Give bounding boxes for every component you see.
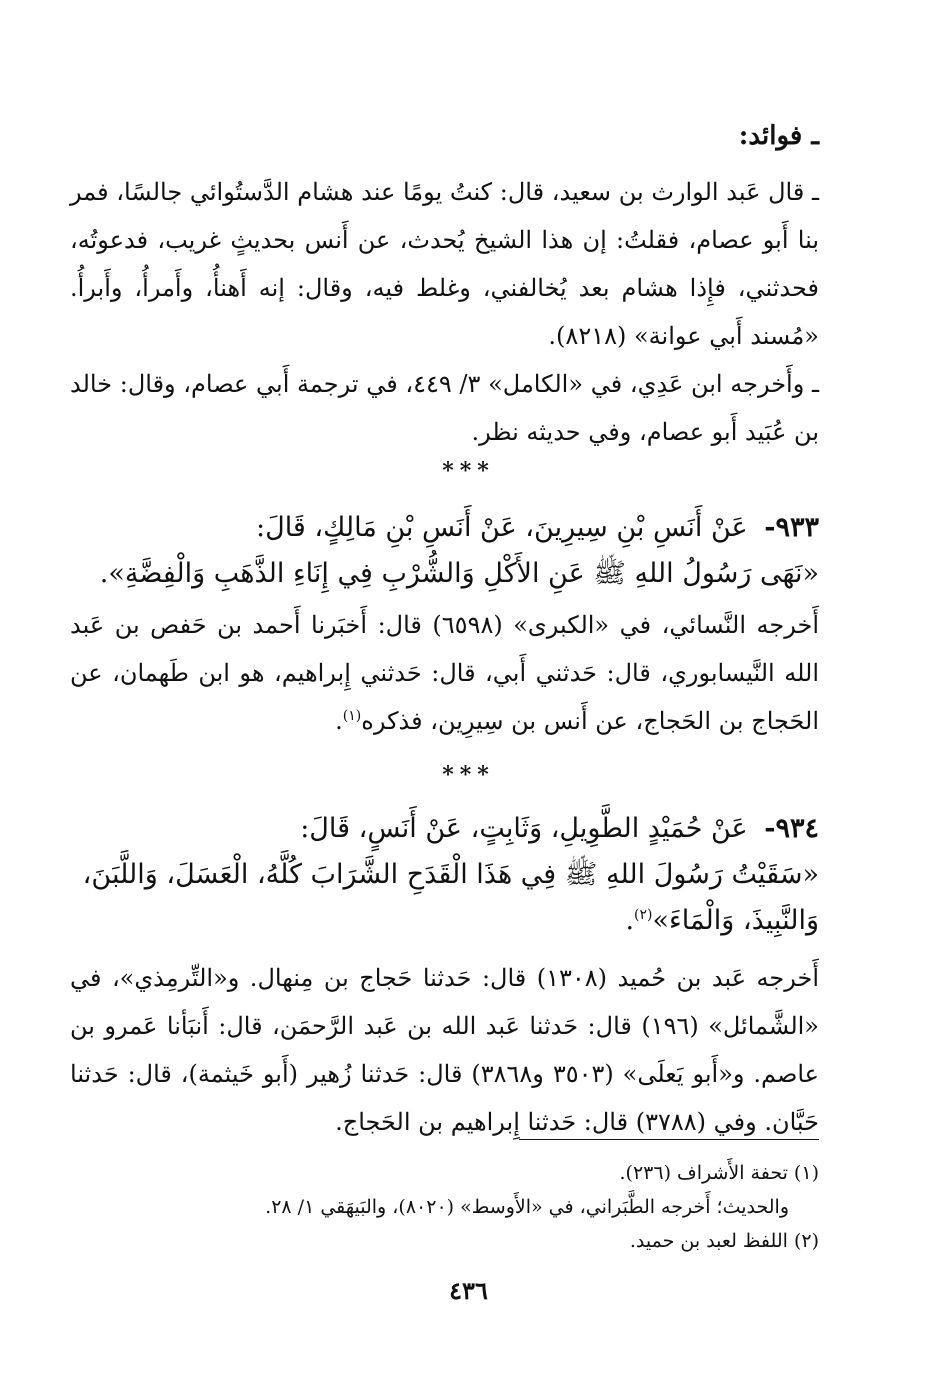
hadith-takhrij: أَخرجه النَّسائي، في «الكبرى» (٦٥٩٨) قال: أَخبَرنا أَحمد بن حَفص بن عَبد الله النَّيسابوري، قال: حَدثني أَبي، قال: حَدثني إِبراهيم، هو ابن طَهمان، عن الحَجاج بن الحَجاج، عن أَنس بن سِيرِين، فذكره$^{(١)}$. xyxy=(70,611,819,735)
benefits-heading: ـ فوائد: xyxy=(738,121,819,151)
footnote-ref: (٢) xyxy=(634,907,653,923)
hadith-isnad: عَنْ أَنَسِ بْنِ سِيرِينَ، عَنْ أَنَسِ بْنِ مَالِكٍ، قَالَ: xyxy=(255,512,748,543)
hadith-isnad: عَنْ حُمَيْدٍ الطَّوِيلِ، وَثَابِتٍ، عَنْ أَنَسٍ، قَالَ: xyxy=(300,813,748,844)
benefit-paragraph-2 xyxy=(70,360,819,456)
hadith-934 xyxy=(70,806,819,1146)
section-separator: *** xyxy=(442,762,495,788)
matn-text: «سَقَيْتُ رَسُولَ اللهِ ﷺ فِي هَذَا الْقَدَحِ الشَّرَابَ كُلَّهُ، الْعَسَلَ، وَاللَّبَنَ، وَالنَّبِيذَ، وَالْمَاءَ» xyxy=(82,859,819,936)
hadith-number: ٩٣٤- xyxy=(764,813,819,844)
hadith-matn: «سَقَيْتُ رَسُولَ اللهِ ﷺ فِي هَذَا الْقَدَحِ الشَّرَابَ كُلَّهُ، الْعَسَلَ، وَاللَّبَنَ، وَالنَّبِيذَ، وَالْمَاءَ»$^{(٢)}$. xyxy=(82,859,819,936)
hadith-chain xyxy=(70,806,819,852)
hadith-933 xyxy=(70,505,819,745)
footnote-1: (١) تحفة الأَشراف (٢٣٦). xyxy=(619,1162,819,1184)
benefit-text: ـ وأَخرجه ابن عَدِي، في «الكامل» ٣/ ٤٤٩، في ترجمة أَبي عصام، وقال: خالد بن عُبَيد أَبو عصام، وفي حديثه نظر. xyxy=(70,370,819,446)
footnote-2: (٢) اللفظ لعبد بن حميد. xyxy=(629,1230,819,1252)
footnote-1-continued: والحديث؛ أَخرجه الطَّبَراني، في «الأَوسط» (٨٠٢٠)، والبَيهَقي ١/ ٢٨. xyxy=(265,1196,789,1218)
hadith-takhrij: أَخرجه عَبد بن حُميد (١٣٠٨) قال: حَدثنا حَجاج بن مِنهال. و«التِّرمِذي»، في «الشَّمائل» (١٩٦) قال: حَدثنا عَبد الله بن عَبد الرَّحمَن، قال: أَنبَأنا عَمرو بن عاصم. و«أَبو يَعلَى» (٣٥٠٣ و٣٨٦٨) قال: حَدثنا زُهير (أَبو خَيثمة)، قال: حَدثنا حَبَّان. وفي (٣٧٨٨) قال: حَدثنا إِبراهيم بن الحَجاج. xyxy=(70,964,820,1136)
benefit-text: ـ قال عَبد الوارث بن سعيد، قال: كنتُ يومًا عند هشام الدَّستُوائي جالسًا، فمر بنا أَبو عصام، فقلتُ: إن هذا الشيخ يُحدث، عن أَنس بحديثٍ غريب، فدعوتُه، فحدثني، فإِذا هشام بعد يُخالفني، وغلط فيه، وقال: إنه أَهنأُ، وأَمرأُ، وأَبرأُ. «مُسند أَبي عوانة» (٨٢١٨). xyxy=(70,178,819,350)
section-separator: *** xyxy=(442,458,495,484)
hadith-matn: «نَهَى رَسُولُ اللهِ ﷺ عَنِ الأَكْلِ وَالشُّرْبِ فِي إِنَاءِ الذَّهَبِ وَالْفِضَّةِ». xyxy=(99,558,819,589)
benefit-paragraph-1 xyxy=(70,168,819,360)
hadith-number: ٩٣٣- xyxy=(764,512,819,543)
page-number: ٤٣٦ xyxy=(449,1276,488,1305)
takhrij-text: أَخرجه النَّسائي، في «الكبرى» (٦٥٩٨) قال: أَخبَرنا أَحمد بن حَفص بن عَبد الله النَّيسابوري، قال: حَدثني أَبي، قال: حَدثني إِبراهيم، هو ابن طَهمان، عن الحَجاج بن الحَجاج، عن أَنس بن سِيرِين، فذكره xyxy=(70,611,819,735)
footnotes xyxy=(70,1156,819,1258)
footnote-ref: (١) xyxy=(342,708,362,724)
footnote-divider xyxy=(519,1139,819,1140)
hadith-chain xyxy=(70,505,819,551)
